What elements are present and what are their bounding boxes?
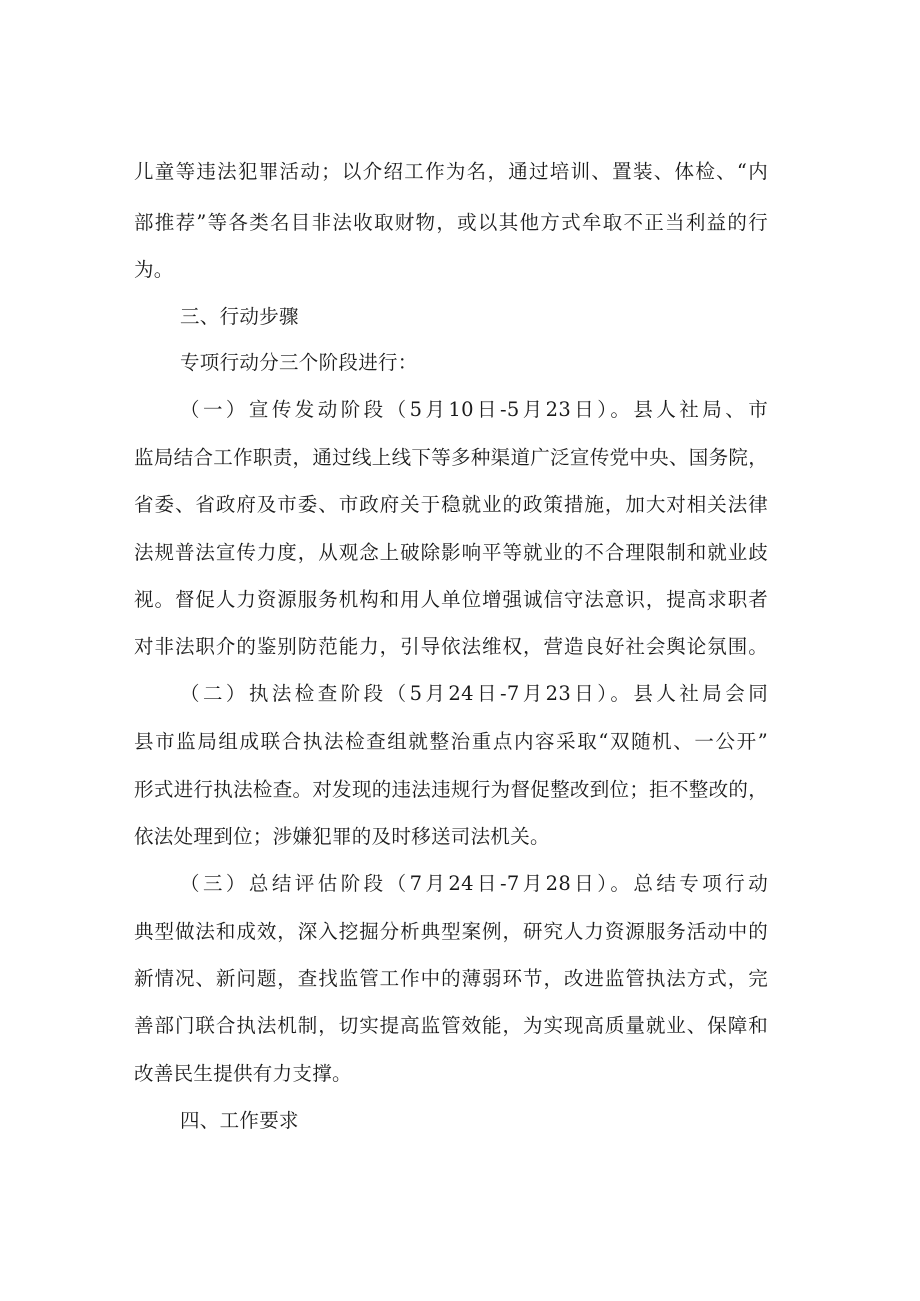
paragraph-line: 县市监局组成联合执法检查组就整治重点内容采取“双随机、一公开” bbox=[134, 730, 768, 753]
paragraph-line: 新情况、新问题，查找监管工作中的薄弱环节，改进监管执法方式，完 bbox=[134, 967, 768, 990]
paragraph-line: 善部门联合执法机制，切实提高监管效能，为实现高质量就业、保障和 bbox=[134, 1014, 768, 1037]
paragraph-line: 典型做法和成效，深入挖掘分析典型案例，研究人力资源服务活动中的 bbox=[134, 920, 768, 943]
paragraph-line: 依法处理到位；涉嫌犯罪的及时移送司法机关。 bbox=[134, 825, 550, 848]
section-heading: 三、行动步骤 bbox=[180, 305, 299, 328]
section-heading: 四、工作要求 bbox=[180, 1109, 299, 1132]
paragraph-line: 视。督促人力资源服务机构和用人单位增强诚信守法意识，提高求职者 bbox=[134, 588, 768, 611]
paragraph-line: 省委、省政府及市委、市政府关于稳就业的政策措施，加大对相关法律 bbox=[134, 493, 768, 516]
paragraph-line: 形式进行执法检查。对发现的违法违规行为督促整改到位；拒不整改的， bbox=[134, 778, 768, 801]
paragraph-line: 为。 bbox=[134, 258, 174, 281]
paragraph-line: 法规普法宣传力度，从观念上破除影响平等就业的不合理限制和就业歧 bbox=[134, 541, 768, 564]
paragraph-line: 改善民生提供有力支撑。 bbox=[134, 1062, 352, 1085]
phase-3-title-line: （三）总结评估阶段（7月24日-7月28日）。总结专项行动 bbox=[180, 872, 768, 895]
paragraph-line: 专项行动分三个阶段进行： bbox=[180, 351, 418, 374]
phase-2-title-line: （二）执法检查阶段（5月24日-7月23日）。县人社局会同 bbox=[180, 682, 768, 705]
paragraph-line: 部推荐”等各类名目非法收取财物，或以其他方式牟取不正当利益的行 bbox=[134, 211, 768, 234]
paragraph-line: 儿童等违法犯罪活动；以介绍工作为名，通过培训、置装、体检、“内 bbox=[134, 160, 768, 183]
phase-1-title-line: （一）宣传发动阶段（5月10日-5月23日）。县人社局、市 bbox=[180, 398, 768, 421]
paragraph-line: 对非法职介的鉴别防范能力，引导依法维权，营造良好社会舆论氛围。 bbox=[134, 635, 768, 658]
paragraph-line: 监局结合工作职责，通过线上线下等多种渠道广泛宣传党中央、国务院， bbox=[134, 446, 768, 469]
